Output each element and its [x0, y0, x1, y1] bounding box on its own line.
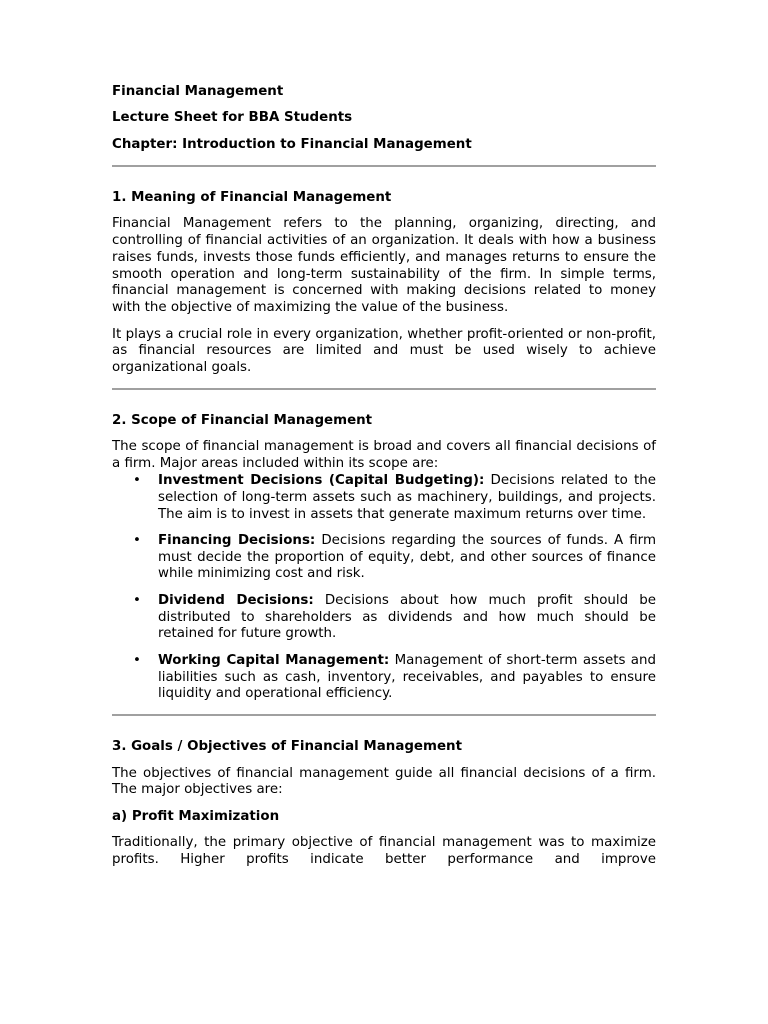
- list-item: [133, 472, 657, 523]
- section-2-intro: The scope of financial management is broad and covers all financial decisions of a firm. Major areas included within its scope are:: [112, 439, 656, 472]
- list-item-term: Working Capital Management:: [158, 652, 390, 668]
- list-item-term: Financing Decisions:: [158, 532, 316, 548]
- divider: [112, 388, 656, 390]
- list-item-text: Decisions related to the selection of long-term assets such as machinery, buildings, and projects. The aim is to invest in assets that generate maximum returns over time.: [158, 472, 657, 522]
- scope-list: [112, 473, 656, 703]
- divider: [112, 714, 656, 716]
- list-item-text: Management of short-term assets and liabilities such as cash, inventory, receivables, and payables to ensure liquidity and operational efficiency.: [158, 652, 656, 702]
- subsection-a-heading: a) Profit Maximization: [112, 808, 280, 824]
- section-1-heading: 1. Meaning of Financial Management: [112, 189, 392, 205]
- section-2-heading: 2. Scope of Financial Management: [112, 412, 373, 428]
- document-content: [112, 84, 656, 878]
- list-item-text: Decisions regarding the sources of funds. A firm must decide the proportion of equity, debt, and other sources of finance while minimizing cost and risk.: [158, 532, 656, 582]
- section-3-heading: 3. Goals / Objectives of Financial Management: [112, 739, 462, 755]
- list-item: [133, 652, 656, 703]
- section-3-intro: The objectives of financial management guide all financial decisions of a firm. The major objectives are:: [112, 765, 656, 798]
- list-item-term: Investment Decisions (Capital Budgeting):: [158, 472, 485, 488]
- bullet-icon: •: [133, 592, 141, 608]
- list-item: [133, 592, 656, 643]
- bullet-icon: •: [133, 652, 141, 668]
- list-item: [133, 532, 656, 583]
- course-title: Financial Management: [112, 84, 284, 99]
- sheet-title: Lecture Sheet for BBA Students: [112, 110, 353, 126]
- section-1-paragraph-1: Financial Management refers to the planning, organizing, directing, and controlling of financial activities of an organization. It deals with how a business raises funds, invests those funds efficiently, and manages returns to ensure the smooth operation and long-term sustainability of the firm. In simple terms, financial management is concerned with making decisions related to money with the objective of maximizing the value of the business.: [112, 216, 656, 316]
- list-item-term: Dividend Decisions:: [158, 592, 314, 608]
- list-item-text: Decisions about how much profit should be distributed to shareholders as dividends and how much should be retained for future growth.: [158, 592, 656, 642]
- chapter-title: Chapter: Introduction to Financial Management: [112, 136, 472, 152]
- subsection-a-paragraph: Traditionally, the primary objective of financial management was to maximize profits. Higher profits indicate better performance and improve: [112, 835, 656, 868]
- divider: [112, 165, 656, 167]
- bullet-icon: •: [133, 532, 141, 548]
- section-1-paragraph-2: It plays a crucial role in every organization, whether profit-oriented or non-profit, as financial resources are limited and must be used wisely to achieve organizational goals.: [112, 326, 656, 376]
- bullet-icon: •: [133, 472, 141, 488]
